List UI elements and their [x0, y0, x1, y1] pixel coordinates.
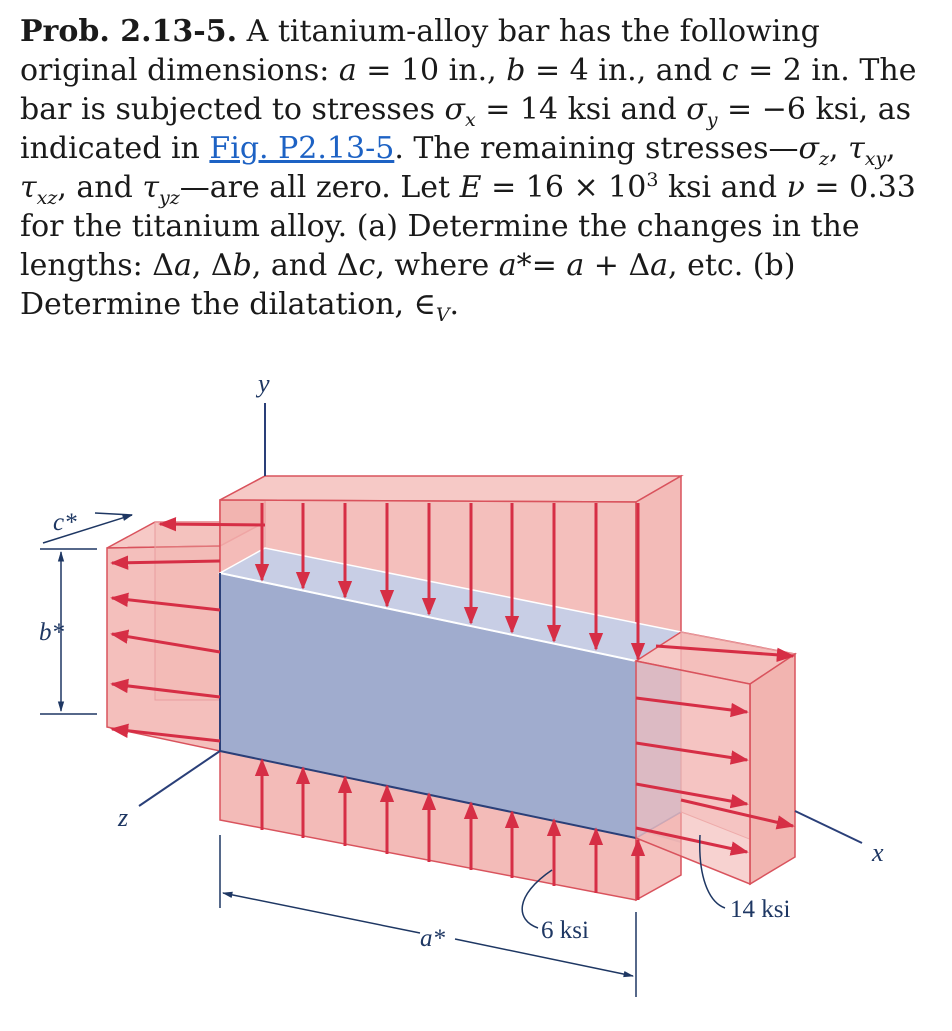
stress-y-label: 6 ksi: [541, 917, 589, 944]
c-star-label: c*: [53, 509, 77, 536]
problem-statement: Prob. 2.13-5. A titanium-alloy bar has the following original dimensions: a = 10 in., b = 4 in., and c = 2 in. The bar is subjected to stresses $\sigma_x = 14$ ksi and $\sigma_y = -6$ ksi, as indicated in Fig. P2.13-5. The remaining $stresses—\sigma_z$, $\tau_{xy}$, $\tau_{xz}$, and $\tau_{yz}—are$ all zero. Let $E = 16 \times 10^3$ ksi and ν = 0.33 for the titanium alloy. (a) Determine the changes in the lengths: Δa, Δb, and Δc, where a*= a + Δa, etc. (b) Determine the dilatation, $\in_V$.: [20, 14, 917, 326]
figure-p2-13-5: [0, 355, 952, 1026]
a-star-label: a*: [420, 925, 445, 952]
figure-link[interactable]: Fig. P2.13-5: [209, 131, 395, 166]
x-axis-label: x: [872, 838, 884, 867]
b-star-label: b*: [39, 619, 64, 646]
stress-x-label: 14 ksi: [730, 896, 791, 923]
y-axis-label: y: [258, 369, 270, 398]
problem-number: Prob. 2.13-5.: [20, 14, 238, 49]
stress-block-diagram: [0, 355, 952, 1026]
z-axis-label: z: [118, 803, 129, 832]
x-axis: [795, 811, 862, 843]
z-axis: [139, 751, 220, 806]
